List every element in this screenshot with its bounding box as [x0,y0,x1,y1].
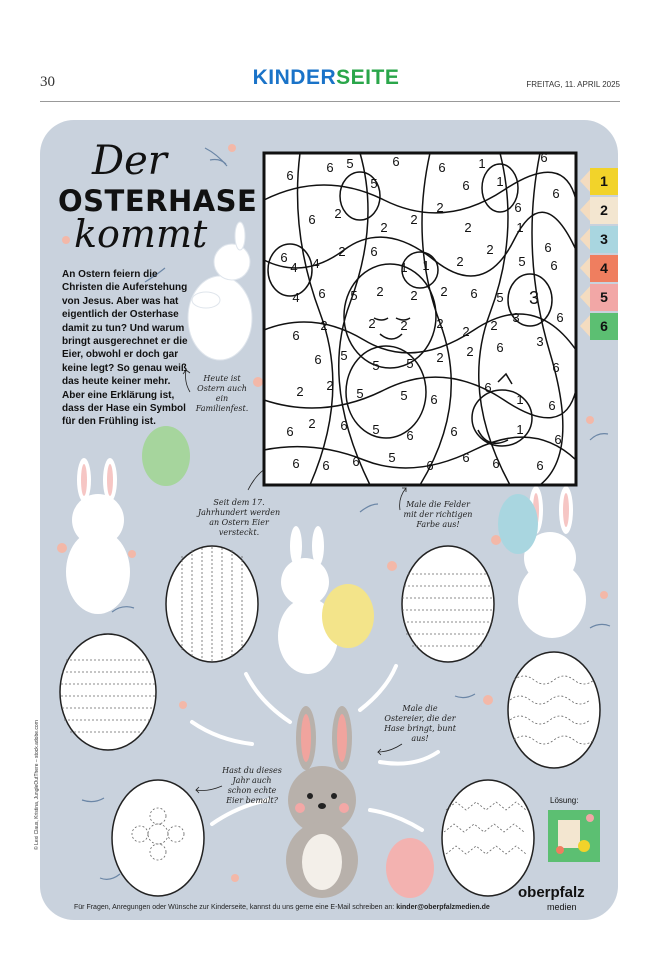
color-key-number: 2 [600,202,608,218]
svg-text:5: 5 [340,348,348,363]
svg-text:2: 2 [400,318,408,333]
svg-text:2: 2 [490,318,498,333]
footer-email[interactable]: kinder@oberpfalzmedien.de [396,904,490,911]
svg-text:2: 2 [436,200,444,215]
egg-outline-2 [60,634,156,750]
svg-text:5: 5 [518,254,526,269]
svg-text:6: 6 [430,392,438,407]
solution-thumbnail [548,810,600,862]
svg-text:2: 2 [464,220,472,235]
svg-text:6: 6 [548,398,556,413]
svg-text:2: 2 [380,220,388,235]
svg-text:1: 1 [516,220,524,235]
color-key-pencil-2 [580,197,618,224]
color-key-pencil-1 [580,168,618,195]
page-number: 30 [40,74,55,90]
svg-text:3: 3 [512,310,520,325]
svg-text:6: 6 [308,212,316,227]
svg-text:6: 6 [552,186,560,201]
egg-outline-5 [112,780,204,896]
publisher-logo: oberpfalz [518,884,585,901]
svg-text:5: 5 [370,176,378,191]
grey-bunny-icon [286,706,358,898]
footer [74,904,490,911]
section-title-seite: SEITE [336,66,400,89]
svg-text:5: 5 [400,388,408,403]
color-key-number: 4 [600,260,608,276]
svg-text:6: 6 [536,458,544,473]
svg-text:1: 1 [400,260,408,275]
title-line-der: Der [92,138,167,184]
svg-text:6: 6 [554,432,562,447]
pink-egg-icon [386,838,434,898]
svg-text:2: 2 [368,316,376,331]
svg-text:6: 6 [496,340,504,355]
svg-text:1: 1 [516,422,524,437]
color-by-number-puzzle [264,150,576,485]
green-egg-icon [142,426,190,486]
svg-text:6: 6 [292,328,300,343]
color-key-number: 1 [600,173,608,189]
svg-text:2: 2 [308,416,316,431]
svg-text:2: 2 [296,384,304,399]
svg-text:2: 2 [334,206,342,221]
svg-text:2: 2 [440,284,448,299]
color-key-pencil-5 [580,284,618,311]
svg-text:4: 4 [312,256,320,271]
bunny-left-icon [66,458,130,614]
svg-text:6: 6 [406,428,414,443]
svg-text:1: 1 [422,258,430,273]
svg-text:6: 6 [392,154,400,169]
egg-outline-3 [402,546,494,662]
svg-text:6: 6 [438,160,446,175]
svg-text:6: 6 [352,454,360,469]
svg-text:2: 2 [486,242,494,257]
solution-label: Lösung: [550,796,579,805]
image-credit: © Lexi Claus, Kristina, JungleOutThere – stock.adobe.com [34,720,40,850]
title-line-osterhase: OSTERHASE [58,184,258,218]
svg-text:2: 2 [326,378,334,393]
svg-text:5: 5 [350,288,358,303]
svg-text:6: 6 [540,150,548,165]
svg-text:6: 6 [292,456,300,471]
svg-text:4: 4 [290,260,298,275]
svg-text:5: 5 [406,356,414,371]
svg-text:6: 6 [462,178,470,193]
svg-text:5: 5 [496,290,504,305]
svg-text:6: 6 [470,286,478,301]
svg-text:5: 5 [372,358,380,373]
svg-text:6: 6 [326,160,334,175]
svg-text:6: 6 [318,286,326,301]
svg-text:6: 6 [322,458,330,473]
svg-text:2: 2 [376,284,384,299]
note-paint-eggs: Male die Ostereier, die der Hase bringt, bunt aus! [384,704,456,743]
svg-text:6: 6 [556,310,564,325]
svg-text:6: 6 [370,244,378,259]
svg-text:2: 2 [436,316,444,331]
svg-text:2: 2 [456,254,464,269]
svg-text:6: 6 [462,450,470,465]
svg-text:5: 5 [356,386,364,401]
svg-text:6: 6 [484,380,492,395]
svg-text:5: 5 [346,156,354,171]
color-key-number: 3 [600,231,608,247]
color-key-number: 6 [600,318,608,334]
svg-text:6: 6 [426,458,434,473]
color-key-pencil-4 [580,255,618,282]
svg-text:2: 2 [410,288,418,303]
svg-text:6: 6 [544,240,552,255]
svg-text:6: 6 [340,418,348,433]
intro-text: An Ostern feiern die Christen die Auferstehung von Jesus. Aber was hat eigentlich der Osterhase damit zu tun? Und warum bringt ausgerechnet er die Eier, obwohl er doch gar keine legt? So genau weiß das heute keiner mehr. Aber eine Erklärung ist, dass der Hase ein Symbol für den Frühling ist. [62,269,188,428]
note-family-fest: Heute ist Ostern auch ein Familienfest. [195,374,249,413]
svg-text:6: 6 [550,258,558,273]
svg-text:4: 4 [292,290,300,305]
note-real-eggs: Hast du dieses Jahr auch schon echte Eier bemalt? [222,766,282,805]
color-key-pencil-6 [580,313,618,340]
svg-text:6: 6 [286,168,294,183]
svg-text:2: 2 [466,344,474,359]
color-key-pencil-3 [580,226,618,253]
svg-text:6: 6 [492,456,500,471]
svg-text:6: 6 [280,250,288,265]
svg-text:2: 2 [462,324,470,339]
svg-text:6: 6 [514,200,522,215]
svg-text:2: 2 [320,318,328,333]
svg-text:1: 1 [496,174,504,189]
title-line-kommt: kommt [74,212,208,256]
svg-text:5: 5 [388,450,396,465]
svg-text:3: 3 [536,334,544,349]
color-key-number: 5 [600,289,608,305]
svg-text:2: 2 [410,212,418,227]
note-century: Seit dem 17. Jahrhundert werden an Ostern Eier versteckt. [197,498,281,537]
svg-text:6: 6 [552,360,560,375]
svg-text:6: 6 [314,352,322,367]
svg-text:3: 3 [528,288,540,308]
note-color-fields: Male die Felder mit der richtigen Farbe aus! [403,500,473,529]
svg-text:5: 5 [372,422,380,437]
section-title-kinder: KINDER [252,66,337,89]
issue-date: FREITAG, 11. APRIL 2025 [526,80,620,89]
footer-text: Für Fragen, Anregungen oder Wünsche zur Kinderseite, kannst du uns gerne eine E-Mail schreiben an: [74,904,397,911]
svg-text:2: 2 [436,350,444,365]
svg-text:1: 1 [478,156,486,171]
yellow-egg-icon [322,584,374,648]
publisher-logo-sub: medien [547,902,577,912]
svg-text:1: 1 [516,392,524,407]
blue-egg-icon [498,494,538,554]
svg-text:6: 6 [286,424,294,439]
egg-outline-6 [442,780,534,896]
svg-text:6: 6 [450,424,458,439]
svg-text:2: 2 [338,244,346,259]
egg-outline-4 [508,652,600,768]
